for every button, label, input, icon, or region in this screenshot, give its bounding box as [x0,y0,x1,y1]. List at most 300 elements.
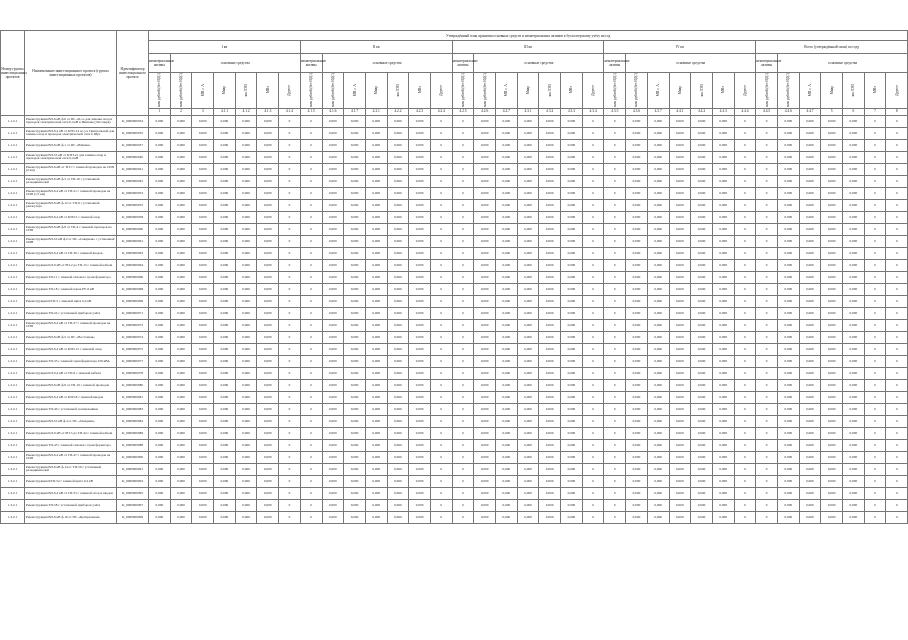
row-value: 0 [886,307,908,319]
row-value: 0,000 [322,439,344,451]
row-value: 0,000 [799,439,821,451]
row-value: 0,000 [647,187,669,199]
row-value: 0,000 [235,427,257,439]
row-group-number: 1.2.2.1 [1,343,25,355]
row-value: 0 [756,463,778,475]
row-value: 0,000 [387,403,409,415]
row-project-id: K_0000000074 [117,331,149,343]
row-value: 0,000 [561,319,583,331]
row-value: 0,000 [647,175,669,187]
row-value: 0 [582,187,604,199]
row-value: 0 [430,295,452,307]
row-value: 0,000 [235,367,257,379]
row-project-id: K_0000000069 [117,295,149,307]
row-value: 0,000 [669,259,691,271]
row-value: 0 [582,163,604,175]
row-value: 0,000 [257,235,279,247]
row-value: 0,000 [257,439,279,451]
row-value: 0 [886,271,908,283]
row-value: 0,000 [496,415,518,427]
row-value: 0,000 [712,175,734,187]
row-value: 0 [279,211,301,223]
row-value: 0 [864,427,886,439]
subhead-intangible: нематериальные активы [300,54,322,73]
row-value: 0 [452,235,474,247]
row-value: 0,000 [626,439,648,451]
row-value: 0,000 [387,475,409,487]
row-value: 0 [452,343,474,355]
row-value: 0,000 [170,319,192,331]
row-value: 0,000 [517,151,539,163]
row-value: 0,000 [170,211,192,223]
row-value: 0 [756,211,778,223]
row-value: 0,000 [669,127,691,139]
row-value: 0 [452,223,474,235]
row-value: 0,000 [409,271,431,283]
row-value: 0,000 [214,355,236,367]
row-project-id: K_0000000068 [117,283,149,295]
row-value: 0,000 [170,403,192,415]
row-value: 0 [604,211,626,223]
row-value: 0 [756,115,778,127]
row-value: 0,000 [387,427,409,439]
row-value: 0,000 [344,439,366,451]
unit-header: млн рублей (без НДС) [170,73,192,109]
row-project-id: K_0000000075 [117,343,149,355]
row-value: 0,000 [669,439,691,451]
table-row [1,283,908,295]
row-value: 0,000 [365,163,387,175]
row-project-name: Реконструкция КЛ-6 кВ от РП-5 до ТП-42 с заменой кабеля [25,427,117,439]
row-value: 0,000 [561,499,583,511]
row-value: 0,000 [192,439,214,451]
row-value: 0,000 [365,403,387,415]
row-value: 0 [300,199,322,211]
row-value: 0 [582,295,604,307]
row-value: 0 [604,439,626,451]
row-value: 0,000 [496,475,518,487]
row-value: 0 [300,391,322,403]
row-value: 0 [300,211,322,223]
row-value: 0 [430,223,452,235]
row-value: 0,000 [539,211,561,223]
row-value: 0,000 [691,427,713,439]
row-value: 0,000 [712,379,734,391]
row-group-number: 1.3.2.1 [1,499,25,511]
row-value: 0,000 [235,283,257,295]
row-value: 0,000 [344,511,366,523]
row-value: 0,000 [843,391,865,403]
row-value: 0 [582,367,604,379]
row-value: 0,000 [647,391,669,403]
row-group-number: 1.2.2.1 [1,319,25,331]
row-value: 0 [452,379,474,391]
row-value: 0 [886,511,908,523]
row-value: 0,000 [843,379,865,391]
unit-header: млн рублей (без НДС) [626,73,648,109]
row-value: 0 [886,127,908,139]
row-value: 0 [886,499,908,511]
row-value: 0,000 [192,127,214,139]
row-value: 0 [300,427,322,439]
row-value: 0 [582,331,604,343]
row-value: 0,000 [539,187,561,199]
row-value: 0,000 [647,355,669,367]
row-value: 0 [604,427,626,439]
row-group-number: 1.3.2.1 [1,463,25,475]
row-value: 0 [582,403,604,415]
row-value: 0,000 [561,427,583,439]
row-value: 0,000 [170,187,192,199]
row-value: 0,000 [843,271,865,283]
row-value: 0,000 [170,163,192,175]
row-value: 0,000 [496,271,518,283]
row-value: 0 [279,139,301,151]
row-value: 0,000 [409,247,431,259]
row-value: 0,000 [149,247,171,259]
row-value: 0,000 [799,223,821,235]
row-value: 0,000 [496,139,518,151]
row-value: 0 [582,127,604,139]
row-value: 0,000 [539,511,561,523]
row-value: 0 [756,439,778,451]
row-project-name: Реконструкция ТП-11 с заменой силового трансформатора [25,271,117,283]
row-value: 0 [300,355,322,367]
row-project-name: Реконструкция ВЛ-6 кВ ф.9 от ТП-19 с заменой проводов [25,379,117,391]
column-number: 4.3.4 [582,108,604,115]
row-project-name: Реконструкция КТП-52 с заменой щита 0,4 кВ [25,475,117,487]
row-value: 0,000 [474,427,496,439]
row-value: 0,000 [626,223,648,235]
row-value: 0,000 [214,391,236,403]
row-value: 0 [886,439,908,451]
row-value: 0,000 [799,163,821,175]
row-value: 0,000 [691,211,713,223]
header-group-number: Номер группы инвестиционных проектов [1,31,25,116]
row-value: 0,000 [669,451,691,463]
row-value: 0,000 [777,271,799,283]
row-value: 0 [300,439,322,451]
table-row [1,139,908,151]
row-value: 0 [430,427,452,439]
row-project-id: K_0000000086 [117,427,149,439]
row-value: 0,000 [647,475,669,487]
row-value: 0,000 [777,175,799,187]
row-value: 0 [300,475,322,487]
row-value: 0 [300,511,322,523]
row-value: 0,000 [691,343,713,355]
row-value: 0,000 [691,295,713,307]
row-value: 0,000 [496,319,518,331]
row-value: 0 [886,283,908,295]
row-value: 0,000 [365,451,387,463]
subhead-fixed-assets: основные средства [170,54,300,73]
subhead-intangible: нематериальные активы [452,54,474,73]
row-value: 0,000 [647,283,669,295]
row-value: 0,000 [387,463,409,475]
row-value: 0,000 [474,379,496,391]
row-project-id: K_0000000040 [117,151,149,163]
row-value: 0,000 [409,211,431,223]
row-value: 0,000 [365,331,387,343]
row-value: 0,000 [387,211,409,223]
row-value: 0,000 [669,163,691,175]
row-value: 0,000 [539,223,561,235]
row-value: 0,000 [799,139,821,151]
row-project-name: Реконструкция ВЛ-10 кВ ф.2 от ПС «Северная» с установкой ОПН [25,235,117,247]
row-value: 0 [864,331,886,343]
row-value: 0,000 [322,367,344,379]
row-value: 0 [756,487,778,499]
row-value: 0,000 [496,307,518,319]
unit-header: Другое [582,73,604,109]
row-value: 0,000 [365,283,387,295]
row-value: 0,000 [777,307,799,319]
unit-header: км ЛЭП [691,73,713,109]
column-number: 4.1.5 [300,108,322,115]
row-value: 0,000 [691,139,713,151]
row-value: 0,000 [235,271,257,283]
column-number: 4.2.4 [430,108,452,115]
unit-header: Мвар [669,73,691,109]
row-value: 0 [734,151,756,163]
row-value: 0,000 [409,415,431,427]
unit-header: млн рублей (без НДС) [474,73,496,109]
row-value: 0 [452,127,474,139]
row-value: 0 [756,451,778,463]
row-value: 0 [300,295,322,307]
row-value: 0 [604,259,626,271]
row-value: 0,000 [365,379,387,391]
row-value: 0,000 [496,211,518,223]
row-value: 0 [279,463,301,475]
row-value: 0,000 [214,199,236,211]
row-value: 0,000 [235,199,257,211]
row-value: 0,000 [691,439,713,451]
row-value: 0,000 [777,139,799,151]
row-value: 0,000 [170,271,192,283]
row-value: 0,000 [799,379,821,391]
row-value: 0,000 [496,223,518,235]
row-value: 0,000 [843,283,865,295]
row-value: 0,000 [669,511,691,523]
row-value: 0,000 [322,175,344,187]
row-value: 0,000 [149,151,171,163]
row-value: 0,000 [712,415,734,427]
row-value: 0,000 [387,355,409,367]
row-value: 0,000 [409,403,431,415]
row-project-id: K_0000000091 [117,463,149,475]
row-value: 0,000 [170,391,192,403]
row-value: 0,000 [365,367,387,379]
unit-header: МВт [712,73,734,109]
row-value: 0,000 [777,367,799,379]
row-value: 0,000 [192,355,214,367]
row-value: 0 [886,235,908,247]
row-value: 0 [430,211,452,223]
row-value: 0 [734,295,756,307]
row-value: 0,000 [149,163,171,175]
row-value: 0 [886,259,908,271]
row-value: 0,000 [691,127,713,139]
row-value: 0,000 [647,163,669,175]
row-value: 0,000 [712,187,734,199]
row-value: 0,000 [799,307,821,319]
row-value: 0 [886,367,908,379]
row-value: 0,000 [409,307,431,319]
row-value: 0,000 [170,259,192,271]
row-value: 0,000 [647,247,669,259]
row-value: 0,000 [561,415,583,427]
row-value: 0 [864,199,886,211]
unit-header: Мвар [365,73,387,109]
row-value: 0 [886,175,908,187]
row-value: 0 [582,307,604,319]
row-group-number: 1.3.2.1 [1,511,25,523]
row-value: 0,000 [843,163,865,175]
row-value: 0,000 [561,151,583,163]
row-value: 0,000 [539,367,561,379]
row-value: 0 [300,343,322,355]
row-value: 0,000 [821,451,843,463]
row-value: 0 [452,187,474,199]
row-value: 0,000 [799,463,821,475]
row-value: 0,000 [192,151,214,163]
row-value: 0,000 [235,415,257,427]
row-value: 0,000 [647,511,669,523]
row-value: 0,000 [474,259,496,271]
row-value: 0 [452,199,474,211]
row-value: 0,000 [344,499,366,511]
table-header [1,31,908,116]
row-value: 0,000 [561,187,583,199]
row-value: 0,000 [669,199,691,211]
row-value: 0 [886,331,908,343]
row-value: 0,000 [821,115,843,127]
row-value: 0,000 [669,151,691,163]
row-value: 0,000 [777,163,799,175]
row-value: 0,000 [214,331,236,343]
row-value: 0,000 [214,439,236,451]
row-value: 0,000 [669,319,691,331]
row-value: 0 [604,391,626,403]
row-value: 0,000 [626,151,648,163]
row-value: 0,000 [821,235,843,247]
column-number: 4.3.1 [517,108,539,115]
row-value: 0,000 [322,187,344,199]
row-value: 0,000 [214,247,236,259]
row-value: 0,000 [344,247,366,259]
row-value: 0,000 [149,379,171,391]
row-value: 0,000 [669,211,691,223]
row-value: 0,000 [257,367,279,379]
row-value: 0,000 [712,463,734,475]
row-value: 0,000 [170,511,192,523]
row-value: 0,000 [496,187,518,199]
row-value: 0 [864,487,886,499]
row-value: 0,000 [517,451,539,463]
row-value: 0,000 [517,247,539,259]
row-value: 0,000 [691,355,713,367]
unit-header: млн рублей (без НДС) [756,73,778,109]
row-value: 0 [604,223,626,235]
row-value: 0,000 [149,271,171,283]
row-value: 0,000 [344,487,366,499]
row-value: 0,000 [647,259,669,271]
row-value: 0,000 [149,475,171,487]
row-value: 0,000 [539,271,561,283]
row-value: 0,000 [257,307,279,319]
row-value: 0,000 [821,487,843,499]
row-value: 0,000 [843,319,865,331]
row-value: 0,000 [235,115,257,127]
row-value: 0,000 [149,319,171,331]
row-value: 0,000 [669,367,691,379]
row-value: 0,000 [192,163,214,175]
column-number: 4.2.1 [365,108,387,115]
row-value: 0,000 [539,319,561,331]
row-project-name: Реконструкция ТП-40 с установкой телемеханики [25,403,117,415]
row-value: 0 [734,499,756,511]
row-value: 0 [279,487,301,499]
row-value: 0,000 [539,283,561,295]
row-value: 0,000 [192,223,214,235]
row-value: 0,000 [365,127,387,139]
row-value: 0,000 [712,235,734,247]
row-value: 0,000 [170,475,192,487]
row-value: 0 [430,115,452,127]
row-value: 0,000 [669,475,691,487]
row-value: 0,000 [821,307,843,319]
row-value: 0,000 [257,475,279,487]
row-value: 0 [864,139,886,151]
row-value: 0,000 [257,211,279,223]
row-value: 0 [756,319,778,331]
row-project-name: Реконструкция ВЛ-6 кВ ф.1 от ПС «Южная» [25,139,117,151]
row-value: 0,000 [192,271,214,283]
row-value: 0,000 [777,331,799,343]
row-value: 0,000 [799,211,821,223]
row-value: 0,000 [821,415,843,427]
row-value: 0 [864,367,886,379]
row-value: 0,000 [365,247,387,259]
row-value: 0,000 [344,259,366,271]
row-value: 0,000 [214,343,236,355]
row-value: 0,000 [647,463,669,475]
row-value: 0 [300,271,322,283]
row-value: 0,000 [235,127,257,139]
row-value: 0,000 [344,187,366,199]
row-value: 0 [864,175,886,187]
row-value: 0,000 [192,499,214,511]
row-value: 0,000 [387,115,409,127]
column-number: 4.2.3 [409,108,431,115]
row-value: 0,000 [669,271,691,283]
row-value: 0,000 [712,295,734,307]
row-project-id: K_0000000045 [117,175,149,187]
row-value: 0,000 [235,451,257,463]
row-value: 0,000 [517,499,539,511]
row-value: 0,000 [149,175,171,187]
row-value: 0,000 [712,283,734,295]
row-value: 0,000 [214,463,236,475]
row-value: 0,000 [561,223,583,235]
row-value: 0,000 [821,463,843,475]
row-value: 0 [734,427,756,439]
row-value: 0,000 [799,187,821,199]
column-number: 2 [170,108,192,115]
row-value: 0,000 [821,211,843,223]
